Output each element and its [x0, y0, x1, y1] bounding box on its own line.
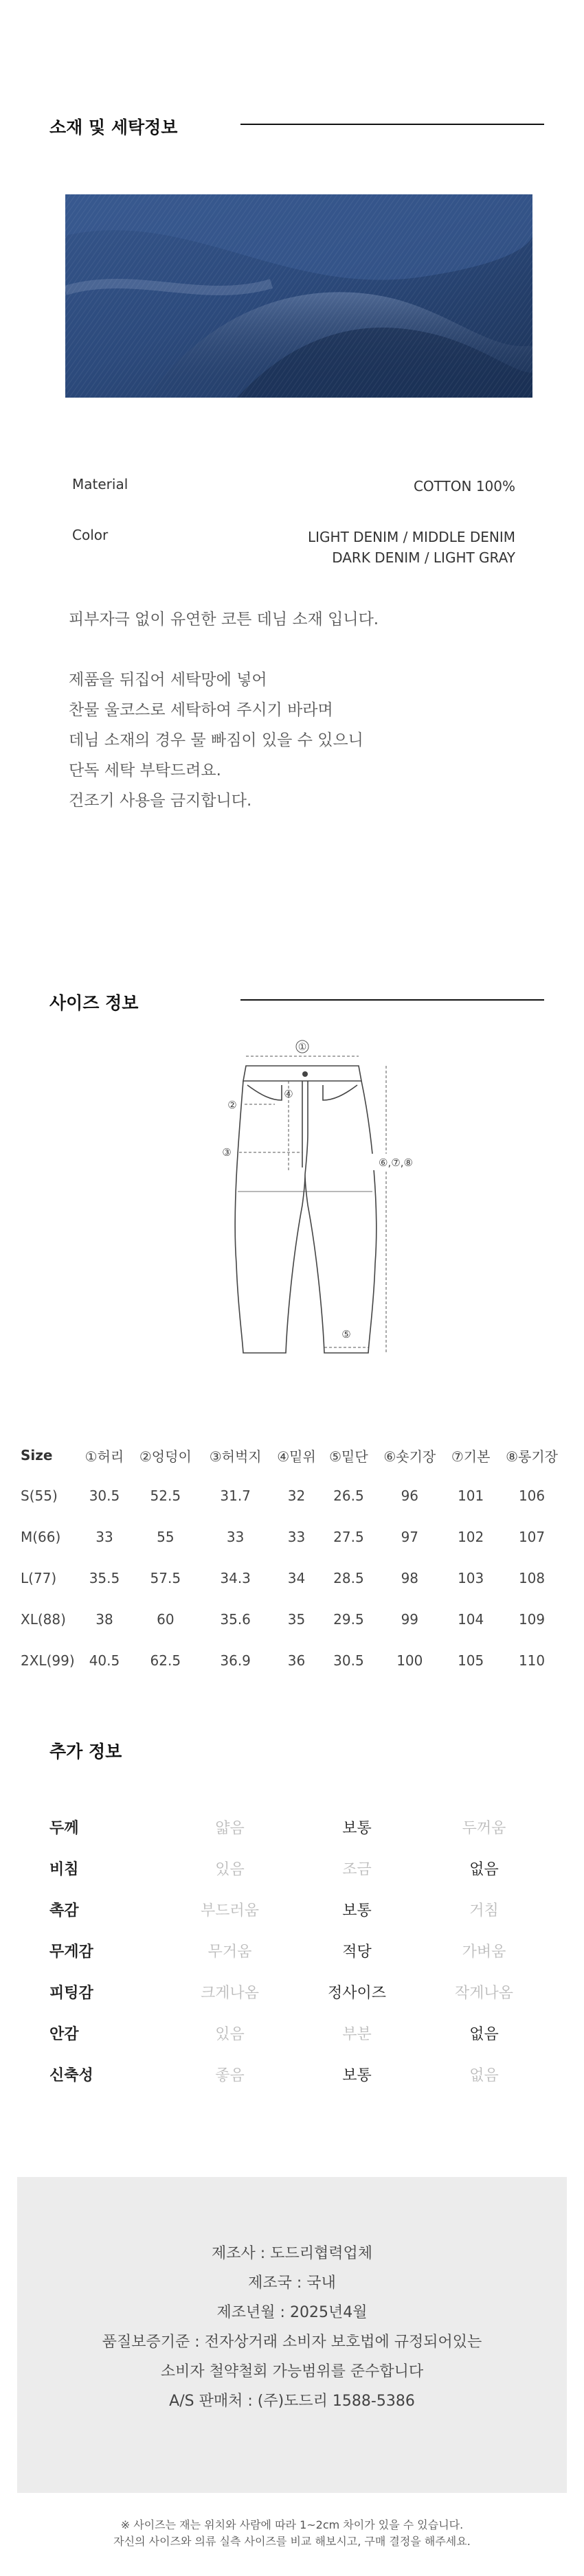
- diagram-label-waist: ①: [297, 1042, 307, 1053]
- size-header-cell: ②엉덩이: [139, 1448, 192, 1465]
- color-value-line: DARK DENIM / LIGHT GRAY: [332, 549, 515, 566]
- info-line: 제조년월 : 2025년4월: [216, 2304, 368, 2321]
- size-cell: 109: [518, 1611, 546, 1628]
- size-cell: 32: [287, 1488, 306, 1504]
- extra-section-header: [49, 1734, 544, 1762]
- extra-info-label: 피팅감: [49, 1984, 93, 2002]
- extra-info-option-selected: 없음: [469, 2025, 499, 2043]
- size-cell: 40.5: [89, 1652, 120, 1669]
- footnote-line: ※ 사이즈는 재는 위치와 사람에 따라 1~2cm 차이가 있을 수 있습니다.: [120, 2518, 464, 2531]
- diagram-label-lengths: ⑥,⑦,⑧: [379, 1156, 413, 1169]
- info-line: A/S 판매처 : (주)도드리 1588-5386: [169, 2393, 415, 2410]
- material-section-header: [49, 110, 544, 137]
- size-cell: 55: [157, 1529, 175, 1545]
- size-cell: XL(88): [21, 1611, 66, 1628]
- size-cell: 34.3: [220, 1570, 251, 1586]
- extra-info-label: 촉감: [49, 1902, 79, 1919]
- size-cell: 35.6: [220, 1611, 251, 1628]
- extra-info-option-selected: 보통: [342, 1902, 372, 1919]
- size-cell: 60: [157, 1611, 175, 1628]
- description-line: 피부자극 없이 유연한 코튼 데님 소재 입니다.: [69, 611, 379, 628]
- section-title: 소재 및 세탁정보: [49, 117, 178, 137]
- size-header-cell: ①허리: [85, 1448, 124, 1465]
- extra-info-table: [49, 1806, 548, 2095]
- extra-info-option: 작게나옴: [454, 1984, 513, 2002]
- size-cell: 108: [518, 1570, 546, 1586]
- size-cell: 35: [287, 1611, 306, 1628]
- size-cell: 33: [226, 1529, 245, 1545]
- size-cell: 38: [96, 1611, 113, 1628]
- description-line: 제품을 뒤집어 세탁망에 넣어: [69, 671, 267, 689]
- section-title: 사이즈 정보: [49, 993, 139, 1013]
- info-line: 소비자 철약철회 가능범위를 준수합니다: [160, 2363, 424, 2380]
- size-cell: L(77): [21, 1570, 57, 1586]
- extra-info-option: 있음: [215, 1860, 245, 1878]
- extra-info-option: 있음: [215, 2025, 245, 2043]
- color-value: [308, 527, 515, 568]
- denim-fabric-image: [65, 194, 532, 398]
- size-cell: 101: [458, 1488, 484, 1504]
- size-table-row: [21, 1516, 567, 1558]
- diagram-label-hem: ⑤: [341, 1328, 351, 1341]
- extra-info-option: 없음: [469, 2066, 499, 2084]
- size-cell: S(55): [21, 1488, 58, 1504]
- size-section-header: [49, 985, 544, 1013]
- size-cell: M(66): [21, 1529, 61, 1545]
- extra-info-label: 비침: [49, 1860, 79, 1878]
- extra-info-option: 부드러움: [200, 1902, 259, 1919]
- extra-info-label: 무게감: [49, 1943, 93, 1961]
- size-cell: 97: [401, 1529, 419, 1545]
- extra-info-option: 부분: [342, 2025, 372, 2043]
- size-cell: 27.5: [333, 1529, 364, 1545]
- product-info-box: [17, 2177, 567, 2493]
- size-cell: 33: [96, 1529, 113, 1545]
- size-cell: 106: [518, 1488, 546, 1504]
- diagram-label-rise: ④: [284, 1088, 293, 1100]
- extra-info-option: 두꺼움: [462, 1819, 506, 1837]
- extra-info-option: 좋음: [215, 2066, 245, 2084]
- size-cell: 34: [287, 1570, 306, 1586]
- info-line: 제조사 : 도드리협력업체: [212, 2245, 372, 2262]
- size-cell: 98: [401, 1570, 419, 1586]
- extra-info-option-selected: 보통: [342, 2066, 372, 2084]
- size-cell: 104: [458, 1611, 484, 1628]
- extra-info-option: 무거움: [207, 1943, 252, 1961]
- size-cell: 26.5: [333, 1488, 364, 1504]
- extra-info-label: 신축성: [49, 2066, 93, 2084]
- extra-info-row: [49, 1847, 548, 1889]
- size-table-row: [21, 1475, 567, 1516]
- size-cell: 2XL(99): [21, 1652, 75, 1669]
- size-cell: 107: [518, 1529, 546, 1545]
- size-cell: 62.5: [150, 1652, 181, 1669]
- size-cell: 100: [396, 1652, 423, 1669]
- extra-info-option: 얇음: [215, 1819, 245, 1837]
- diagram-label-thigh: ③: [222, 1146, 232, 1159]
- extra-info-option: 가벼움: [462, 1943, 506, 1961]
- care-description: [69, 604, 515, 816]
- extra-info-row: [49, 2053, 548, 2095]
- extra-info-row: [49, 1971, 548, 2012]
- size-header-cell: ③허벅지: [209, 1448, 262, 1465]
- material-value: COTTON 100%: [413, 478, 515, 494]
- extra-info-option: 조금: [342, 1860, 372, 1878]
- size-table-row: [21, 1640, 567, 1681]
- jeans-size-diagram: [206, 1030, 440, 1363]
- extra-info-option-selected: 없음: [469, 1860, 499, 1878]
- extra-info-option-selected: 정사이즈: [327, 1984, 386, 2002]
- size-table-row: [21, 1558, 567, 1599]
- extra-info-option: 크게나옴: [200, 1984, 259, 2002]
- size-cell: 36.9: [220, 1652, 251, 1669]
- size-header-cell: ⑥숏기장: [383, 1448, 436, 1465]
- extra-info-label: 두께: [49, 1819, 79, 1837]
- size-header-cell: ⑦기본: [451, 1448, 491, 1465]
- size-header-cell: Size: [21, 1447, 53, 1463]
- material-label: Material: [72, 476, 128, 492]
- size-cell: 31.7: [220, 1488, 251, 1504]
- color-label: Color: [72, 527, 109, 543]
- size-cell: 105: [458, 1652, 484, 1669]
- size-footnote: [0, 2517, 584, 2550]
- info-line: 제조국 : 국내: [248, 2275, 336, 2292]
- size-cell: 99: [401, 1611, 419, 1628]
- size-cell: 35.5: [89, 1570, 120, 1586]
- size-cell: 29.5: [333, 1611, 364, 1628]
- section-title: 추가 정보: [49, 1742, 122, 1762]
- color-value-line: LIGHT DENIM / MIDDLE DENIM: [307, 529, 515, 545]
- size-cell: 96: [401, 1488, 419, 1504]
- description-line: 찬물 울코스로 세탁하여 주시기 바라며: [69, 701, 333, 719]
- description-line: [69, 635, 515, 665]
- info-line: 품질보증기준 : 전자상거래 소비자 보호법에 규정되어있는: [102, 2334, 482, 2351]
- extra-info-option-selected: 보통: [342, 1819, 372, 1837]
- size-table: [21, 1435, 567, 1681]
- footnote-line: 자신의 사이즈와 의류 실측 사이즈를 비교 해보시고, 구매 결정을 해주세요.: [113, 2535, 471, 2548]
- diagram-label-hip: ②: [227, 1099, 237, 1111]
- section-divider: [240, 124, 544, 125]
- size-cell: 30.5: [89, 1488, 120, 1504]
- extra-info-row: [49, 1889, 548, 1930]
- size-cell: 36: [287, 1652, 306, 1669]
- extra-info-option-selected: 적당: [342, 1943, 372, 1961]
- description-line: 데님 소재의 경우 물 빠짐이 있을 수 있으니: [69, 731, 363, 749]
- description-line: 건조기 사용을 금지합니다.: [69, 792, 252, 810]
- size-cell: 57.5: [150, 1570, 181, 1586]
- extra-info-option: 거침: [469, 1902, 499, 1919]
- size-table-header: [21, 1435, 567, 1475]
- extra-info-row: [49, 1930, 548, 1971]
- extra-info-label: 안감: [49, 2025, 79, 2043]
- size-cell: 102: [458, 1529, 484, 1545]
- section-divider: [240, 999, 544, 1001]
- size-cell: 103: [458, 1570, 484, 1586]
- size-cell: 110: [518, 1652, 546, 1669]
- size-cell: 52.5: [150, 1488, 181, 1504]
- size-cell: 33: [287, 1529, 306, 1545]
- size-header-cell: ⑧롱기장: [506, 1448, 558, 1465]
- extra-info-row: [49, 2012, 548, 2053]
- size-header-cell: ⑤밑단: [329, 1448, 368, 1465]
- size-cell: 30.5: [333, 1652, 364, 1669]
- size-header-cell: ④밑위: [277, 1448, 316, 1465]
- extra-info-row: [49, 1806, 548, 1847]
- size-table-row: [21, 1599, 567, 1640]
- size-cell: 28.5: [333, 1570, 364, 1586]
- description-line: 단독 세탁 부탁드려요.: [69, 762, 221, 779]
